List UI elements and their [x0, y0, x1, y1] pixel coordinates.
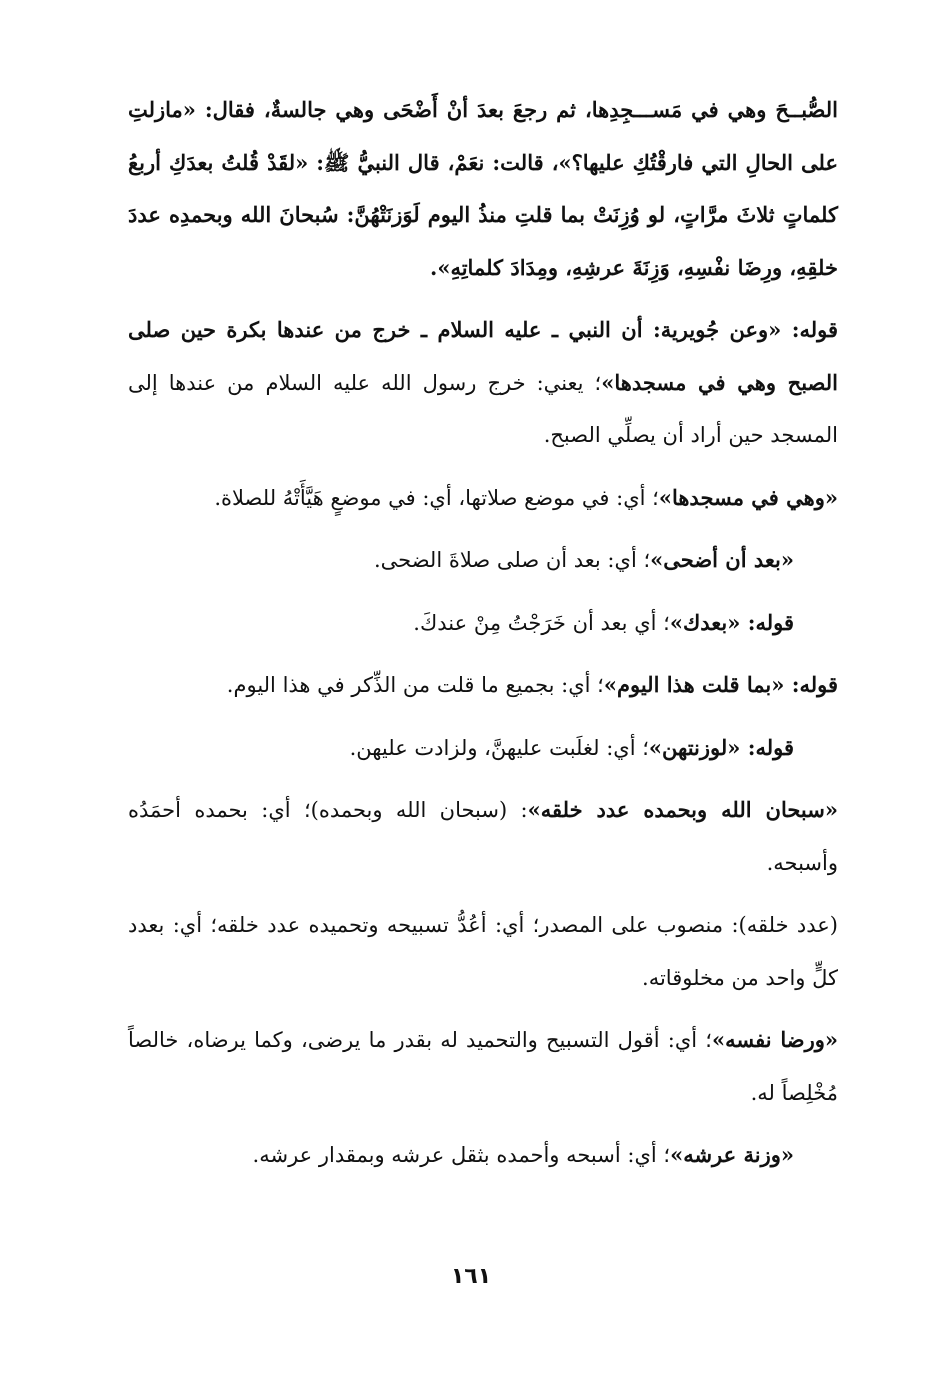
main-text [128, 84, 838, 1182]
quoted-text: «بعد أن أضحى» [650, 547, 794, 572]
quoted-text: قوله: «بما قلت هذا اليوم» [603, 672, 838, 697]
paragraph [128, 899, 838, 1004]
paragraph [128, 659, 838, 712]
commentary-text: (عدد خلقه): منصوب على المصدر؛ أي: أعُدُّ تسبيحه وتحميده عدد خلقه؛ أي: بعدد كلٍّ واحد من مخلوقاته. [128, 913, 838, 990]
page-number: ١٦١ [450, 1264, 492, 1289]
paragraph [128, 84, 838, 294]
paragraph [128, 722, 838, 775]
paragraph [128, 1014, 838, 1119]
commentary-text: ؛ أي: بجميع ما قلت من الذِّكر في هذا اليوم. [226, 673, 604, 697]
paragraph [128, 534, 838, 587]
paragraph [128, 597, 838, 650]
commentary-text: ؛ أي: أسبحه وأحمده بثقل عرشه وبمقدار عرشه. [252, 1143, 671, 1167]
commentary-text: ؛ أي: لغلَبت عليهنَّ، ولزادت عليهن. [349, 735, 649, 760]
quoted-text: «سبحان الله وبحمده عدد خلقه» [527, 797, 838, 822]
paragraph [128, 784, 838, 889]
quoted-text: «ورضا نفسه» [711, 1027, 838, 1052]
quoted-text: «وهي في مسجدها» [658, 484, 838, 510]
commentary-text: ؛ أي بعد أن خَرَجْتُ مِنْ عندكَ. [413, 610, 670, 635]
quoted-text: قوله: «بعدك» [669, 609, 794, 635]
paragraph [128, 1129, 838, 1182]
commentary-text: ؛ يعني: خرج رسول الله عليه السلام من عندها إلى المسجد حين أراد أن يصلِّي الصبح. [128, 370, 838, 447]
quoted-text: قوله: «لوزنتهن» [648, 734, 794, 760]
commentary-text: ؛ أي: أقول التسبيح والتحميد له بقدر ما يرضى، وكما يرضاه، خالصاً مُخْلِصاً له. [128, 1028, 838, 1105]
quoted-text: قوله: «وعن جُويرية: أن النبي ـ عليه السلام ـ خرج من عندها بكرة حين صلى الصبح وهي في مسجدها» [128, 317, 838, 395]
paragraph [128, 304, 838, 462]
quoted-text: الصُّبــحَ وهي في مَســـجِدِها، ثم رجعَ بعدَ أنْ أَضْحَى وهي جالسةٌ، فقال: «مازلتِ على الحالِ التي فارقْتُكِ عليها؟»، قالت: نعَمْ، قال النبيُّ ﷺ: «لقَدْ قُلتُ بعدَكِ أربعُ كلماتٍ ثلاثَ مرَّاتٍ، لو وُزِنَتْ بما قلتِ منذُ اليوم لَوَزنَتْهُنَّ: سُبحانَ الله وبحمدِه عددَ خلقِهِ، ورِضَا نفْسِهِ، وَزِنَةَ عرشِهِ، ومِدَادَ كلماتِهِ». [128, 97, 838, 280]
quoted-text: «وزنة عرشه» [670, 1142, 794, 1167]
paragraph [128, 472, 838, 525]
commentary-text: ؛ أي: بعد أن صلى صلاةَ الضحى. [373, 548, 651, 572]
commentary-text: ؛ أي: في موضع صلاتها، أي: في موضعٍ هَيَّأَتْهُ للصلاة. [214, 485, 659, 510]
commentary-text: : (سبحان الله وبحمده)؛ أي: بحمده أحمَدُه وأسبحه. [128, 798, 838, 875]
